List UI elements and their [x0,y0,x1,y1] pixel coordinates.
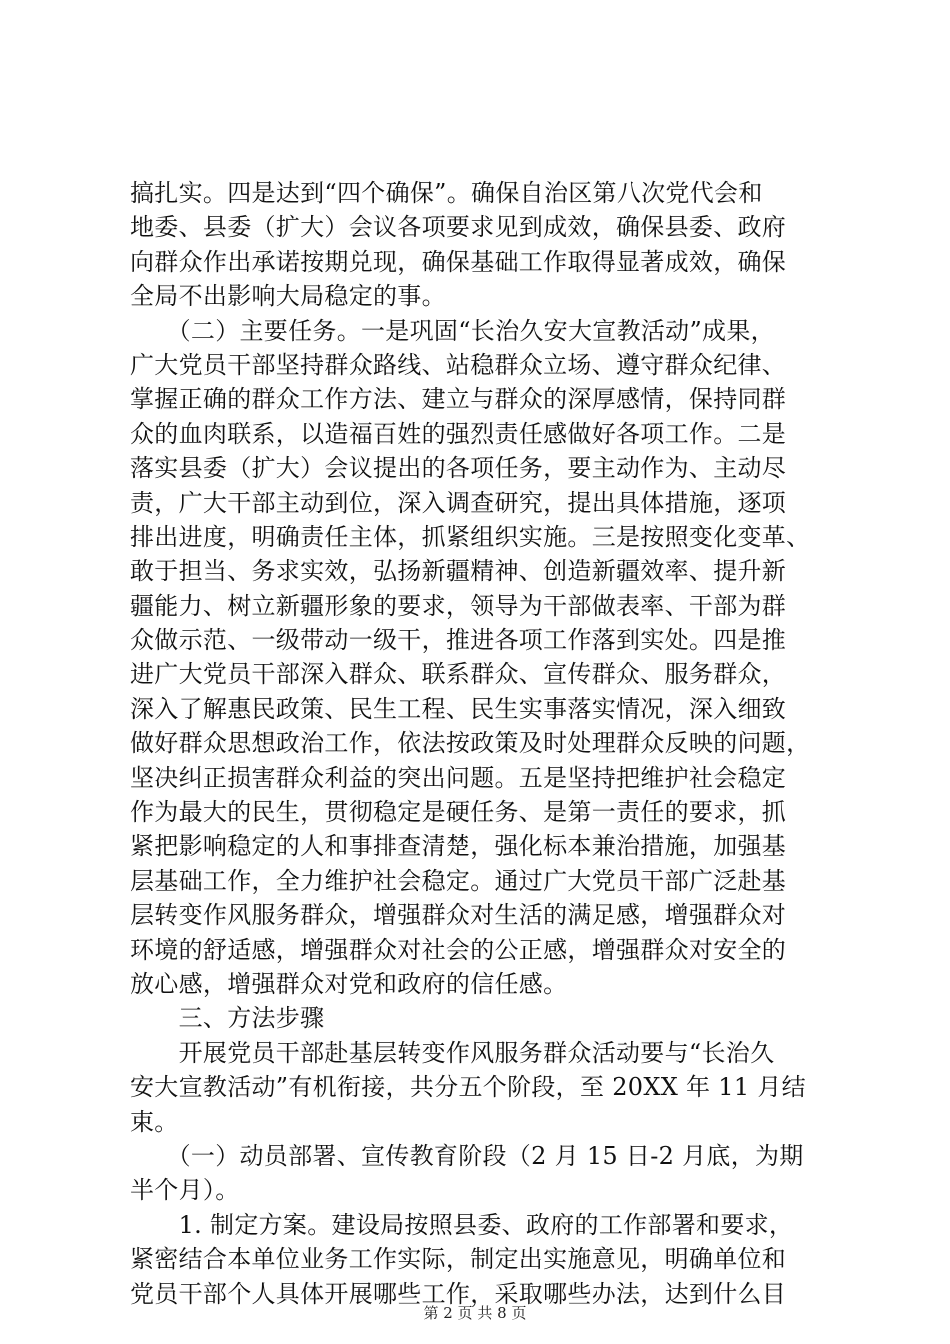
text-line: 敢于担当、务求实效，弘扬新疆精神、创造新疆效率、提升新 [130,557,787,586]
page-number-footer: 第 2 页 共 8 页 [423,1304,527,1322]
text-line: 众做示范、一级带动一级干，推进各项工作落到实处。四是推 [130,626,787,655]
text-line: 广大党员干部坚持群众路线、站稳群众立场、遵守群众纪律、 [130,350,787,379]
text-line: 落实县委（扩大）会议提出的各项任务，要主动作为、主动尽 [130,454,787,483]
text-line: 安大宣教活动”有机衔接，共分五个阶段，至 20XX 年 11 月结 [130,1073,806,1102]
text-line: 紧密结合本单位业务工作实际，制定出实施意见，明确单位和 [130,1245,787,1274]
section-heading: 三、方法步骤 [130,1004,325,1033]
text-line: 众的血肉联系，以造福百姓的强烈责任感做好各项工作。二是 [130,419,787,448]
text-line: 搞扎实。四是达到“四个确保”。确保自治区第八次党代会和 [130,179,763,207]
text-line: 紧把影响稳定的人和事排查清楚，强化标本兼治措施，加强基 [130,832,787,861]
text-line: 向群众作出承诺按期兑现，确保基础工作取得显著成效，确保 [130,247,787,276]
text-line: 半个月）。 [130,1176,240,1205]
text-line: 排出进度，明确责任主体，抓紧组织实施。三是按照变化变革、 [130,522,811,551]
text-line: 1. 制定方案。建设局按照县委、政府的工作部署和要求， [130,1210,794,1239]
text-line: 层基础工作，全力维护社会稳定。通过广大党员干部广泛赴基 [130,866,787,895]
text-line: 责，广大干部主动到位，深入调查研究，提出具体措施，逐项 [130,488,787,517]
text-line: 疆能力、树立新疆形象的要求，领导为干部做表率、干部为群 [130,591,787,620]
text-line: 进广大党员干部深入群众、联系群众、宣传群众、服务群众， [130,660,787,689]
text-line: 作为最大的民生，贯彻稳定是硬任务、是第一责任的要求，抓 [130,798,787,827]
text-line: 开展党员干部赴基层转变作风服务群众活动要与“长治久 [130,1038,775,1067]
text-line: 地委、县委（扩大）会议各项要求见到成效，确保县委、政府 [130,213,787,242]
text-line: 掌握正确的群众工作方法、建立与群众的深厚感情，保持同群 [130,385,787,414]
text-line: 做好群众思想政治工作，依法按政策及时处理群众反映的问题， [130,729,811,758]
text-line: 坚决纠正损害群众利益的突出问题。五是坚持把维护社会稳定 [130,763,787,792]
text-line: 层转变作风服务群众，增强群众对生活的满足感，增强群众对 [130,901,787,930]
body-text [130,176,840,1311]
text-line: （一）动员部署、宣传教育阶段（2 月 15 日-2 月底，为期 [130,1141,804,1170]
text-line: 束。 [130,1107,179,1136]
text-line: 环境的舒适感，增强群众对社会的公正感，增强群众对安全的 [130,935,787,964]
text-line: 深入了解惠民政策、民生工程、民生实事落实情况，深入细致 [130,694,787,723]
text-line: 放心感，增强群众对党和政府的信任感。 [130,969,568,998]
text-line: 全局不出影响大局稳定的事。 [130,282,446,311]
text-line: （二）主要任务。一是巩固“长治久安大宣教活动”成果， [130,316,775,345]
text-line: 党员干部个人具体开展哪些工作，采取哪些办法，达到什么目 [130,1279,787,1308]
